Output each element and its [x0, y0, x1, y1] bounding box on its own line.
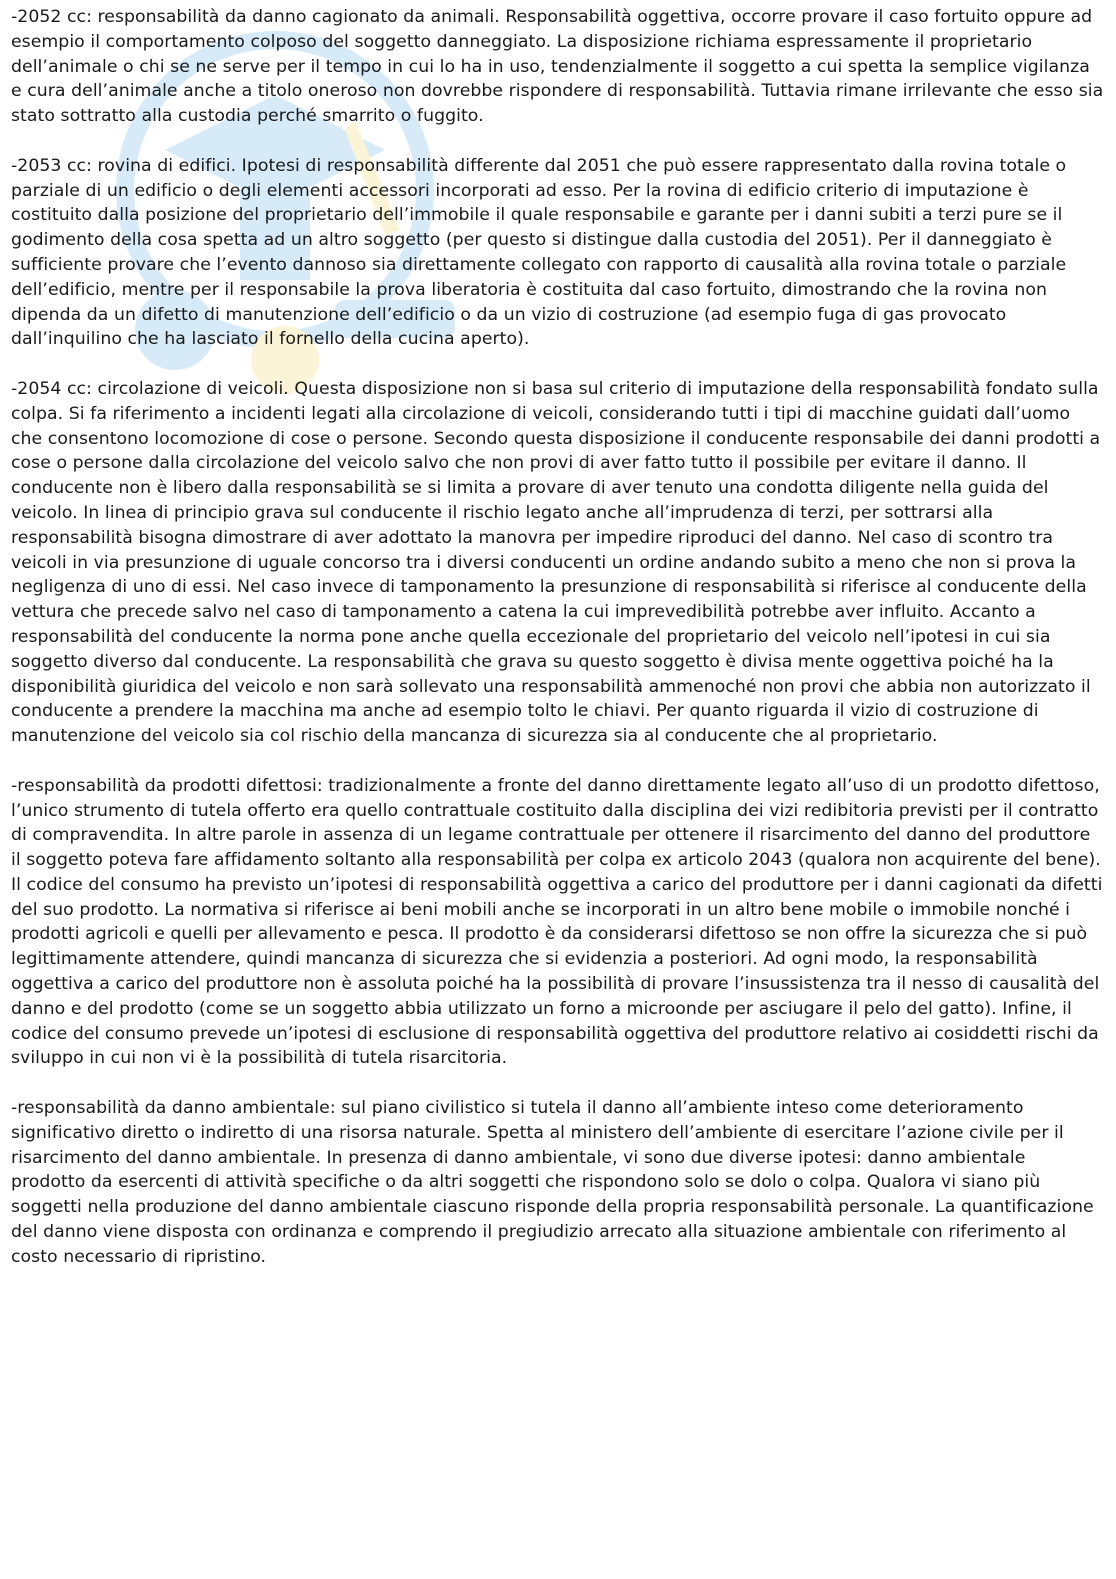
paragraph-art-2053: -2053 cc: rovina di edifici. Ipotesi di responsabilità differente dal 2051 che può essere rappresentato dalla rovina totale o parziale di un edificio o degli elementi accessori incorporati ad esso. Per la rovina di edificio criterio di imputazione è costituito dalla posizione del proprietario dell’immobile il quale responsabile e garante per i danni subiti a terzi pure se il godimento della cosa spetta ad un altro soggetto (per questo si distingue dalla custodia del 2051). Per il danneggiato è sufficiente provare che l’evento dannoso sia direttamente collegato con rapporto di causalità alla rovina totale o parziale dell’edificio, mentre per il responsabile la prova liberatoria è costituita dal caso fortuito, dimostrando che la rovina non dipenda da un difetto di manutenzione dell’edificio o da un vizio di costruzione (ad esempio fuga di gas provocato dall’inquilino che ha lasciato il fornello della cucina aperto). [11, 155, 1067, 350]
paragraph-art-2054: -2054 cc: circolazione di veicoli. Questa disposizione non si basa sul criterio di imputazione della responsabilità fondato sulla colpa. Si fa riferimento a incidenti legati alla circolazione di veicoli, considerando tutti i tipi di macchine guidati dall’uomo che consentono locomozione di cose o persone. Secondo questa disposizione il conducente responsabile dei danni prodotti a cose o persone dalla circolazione del veicolo salvo che non provi di aver fatto tutto il possibile per evitare il danno. Il conducente non è libero dalla responsabilità se si limita a provare di aver tenuto una condotta diligente nella guida del veicolo. In linea di principio grava sul conducente il rischio legato anche all’imprudenza di terzi, per sottrarsi alla responsabilità bisogna dimostrare di aver adottato la manovra per impedire riproduci del danno. Nel caso di scontro tra veicoli in via presunzione di uguale concorso tra i diversi conducenti un ordine andando subito a meno che non si prova la negligenza di uno di essi. Nel caso invece di tamponamento la presunzione di responsabilità si riferisce al conducente della vettura che precede salvo nel caso di tamponamento a catena la cui imprevedibilità potrebbe aver influito. Accanto a responsabilità del conducente la norma pone anche quella eccezionale del proprietario del veicolo nell’ipotesi in cui sia soggetto diverso dal conducente. La responsabilità che grava su questo soggetto è divisa mente oggettiva poiché ha la disponibilità giuridica del veicolo e non sarà sollevato una responsabilità ammenoché non provi che abbia non autorizzato il conducente a prendere la macchina ma anche ad esempio tolto le chiavi. Per quanto riguarda il vizio di costruzione di manutenzione del veicolo sia col rischio della mancanza di sicurezza sia al conducente che al proprietario. [11, 378, 1101, 747]
paragraph-danno-ambientale: -responsabilità da danno ambientale: sul piano civilistico si tutela il danno all’ambiente inteso come deterioramento significativo diretto o indiretto di una risorsa naturale. Spetta al ministero dell’ambiente di esercitare l’azione civile per il risarcimento del danno ambientale. In presenza di danno ambientale, vi sono due diverse ipotesi: danno ambientale prodotto da esercenti di attività specifiche o da altri soggetti che rispondono solo se dolo o colpa. Qualora vi siano più soggetti nella produzione del danno ambientale ciascuno risponde della propria responsabilità personale. La quantificazione del danno viene disposta con ordinanza e comprendo il pregiudizio arrecato alla situazione ambientale con riferimento al costo necessario di ripristino. [11, 1098, 1094, 1267]
document-body [11, 5, 1105, 1294]
paragraph-art-2052: -2052 cc: responsabilità da danno cagionato da animali. Responsabilità oggettiva, occorre provare il caso fortuito oppure ad esempio il comportamento colposo del soggetto danneggiato. La disposizione richiama espressamente il proprietario dell’animale o chi se ne serve per il tempo in cui lo ha in uso, tendenzialmente il soggetto a cui spetta la semplice vigilanza e cura dell’animale anche a titolo oneroso non dovrebbe rispondere di responsabilità. Tuttavia rimane irrilevante che esso sia stato sottratto alla custodia perché smarrito o fuggito. [11, 7, 1104, 127]
paragraph-prodotti-difettosi: -responsabilità da prodotti difettosi: tradizionalmente a fronte del danno direttamente legato all’uso di un prodotto difettoso, l’unico strumento di tutela offerto era quello contrattuale costituito dalla disciplina dei vizi redibitoria previsti per il contratto di compravendita. In altre parole in assenza di un legame contrattuale per ottenere il risarcimento del danno del produttore il soggetto poteva fare affidamento soltanto alla responsabilità per colpa ex articolo 2043 (qualora non acquirente del bene). Il codice del consumo ha previsto un’ipotesi di responsabilità oggettiva a carico del produttore per i danni cagionati da difetti del suo prodotto. La normativa si riferisce ai beni mobili anche se incorporati in un altro bene mobile o immobile nonché i prodotti agricoli e quelli per allevamento e pesca. Il prodotto è da considerarsi difettoso se non offre la sicurezza che si può legittimamente attendere, quindi mancanza di sicurezza che si evidenzia a posteriori. Ad ogni modo, la responsabilità oggettiva a carico del produttore non è assoluta poiché ha la possibilità di provare l’insussistenza tra il nesso di causalità del danno e del prodotto (come se un soggetto abbia utilizzato un forno a microonde per asciugare il pelo del gatto). Infine, il codice del consumo prevede un’ipotesi di esclusione di responsabilità oggettiva del produttore relativo ai cosiddetti rischi da sviluppo in cui non vi è la possibilità di tutela risarcitoria. [11, 775, 1103, 1069]
